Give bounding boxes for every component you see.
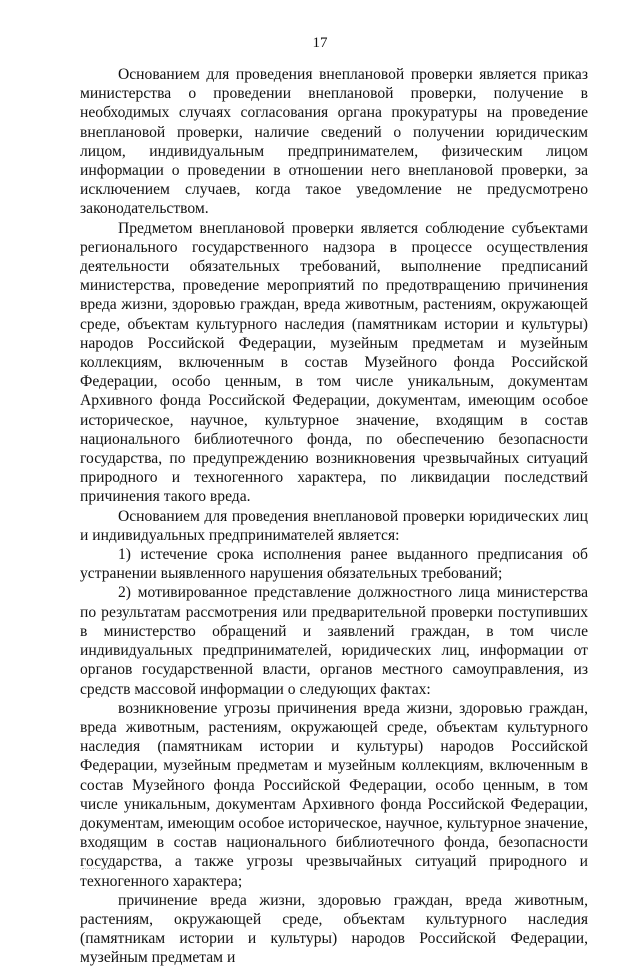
paragraph-causing-harm: причинение вреда жизни, здоровью граждан, вреда животным, растениям, окружающей среде, объектам культурного наследия (памятникам истории и культуры) народов Российской Федерации, музейным предметам и bbox=[80, 891, 588, 967]
paragraph-subject-unscheduled-inspection: Предметом внеплановой проверки является соблюдение субъектами регионального государственного надзора в процессе осуществления деятельности обязательных требований, выполнение предписаний министерства, проведение мероприятий по предотвращению причинения вреда жизни, здоровью граждан, вреда животным, растениям, окружающей среде, объектам культурного наследия (памятникам истории и культуры) народов Российской Федерации, музейным предметам и музейным коллекциям, включенным в состав Музейного фонда Российской Федерации, особо ценным, в том числе уникальным, документам Архивного фонда Российской Федерации, документам, имеющим особое историческое, научное, культурное значение, входящим в состав национального библиотечного фонда, по обеспечению безопасности государства, по предупреждению возникновения чрезвычайных ситуаций природного и техногенного характера, по ликвидации последствий причинения такого вреда. bbox=[80, 219, 588, 506]
list-item-1-expiry: 1) истечение срока исполнения ранее выданного предписания об устранении выявленного нарушения обязательных требований; bbox=[80, 546, 588, 583]
paragraph-basis-legal-entities: Основанием для проведения внеплановой проверки юридических лиц и индивидуальных предпринимателей является: bbox=[80, 507, 588, 544]
page-number: 17 bbox=[312, 35, 328, 51]
list-item-2-motivated-submission: 2) мотивированное представление должностного лица министерства по результатам рассмотрения или предварительной проверки поступивших в министерство обращений и заявлений граждан, в том числе индивидуальных предпринимателей, юридических лиц, информации от органов государственной власти, органов местного самоуправления, из средств массовой информации о следующих фактах: bbox=[80, 584, 588, 698]
paragraph-basis-unscheduled-inspection: Основанием для проведения внеплановой проверки является приказ министерства о проведении внеплановой проверки, получение в необходимых случаях согласования органа прокуратуры на проведение внеплановой проверки, наличие сведений о получении юридическим лицом, индивидуальным предпринимателем, физическим лицом информации о проведении в отношении него внеплановой проверки, за исключением случаев, когда такое уведомление не предусмотрено законодательством. bbox=[80, 66, 588, 218]
footer-mark bbox=[82, 868, 114, 872]
paragraph-threat-of-harm: возникновение угрозы причинения вреда жизни, здоровью граждан, вреда животным, растениям, окружающей среде, объектам культурного наследия (памятникам истории и культуры) народов Российской Федерации, музейным предметам и музейным коллекциям, включенным в состав Музейного фонда Российской Федерации, особо ценным, в том числе уникальным, документам Архивного фонда Российской Федерации, документам, имеющим особое историческое, научное, культурное значение, входящим в состав национального библиотечного фонда, безопасности государства, а также угрозы чрезвычайных ситуаций природного и техногенного характера; bbox=[80, 699, 588, 890]
document-body bbox=[80, 65, 588, 968]
